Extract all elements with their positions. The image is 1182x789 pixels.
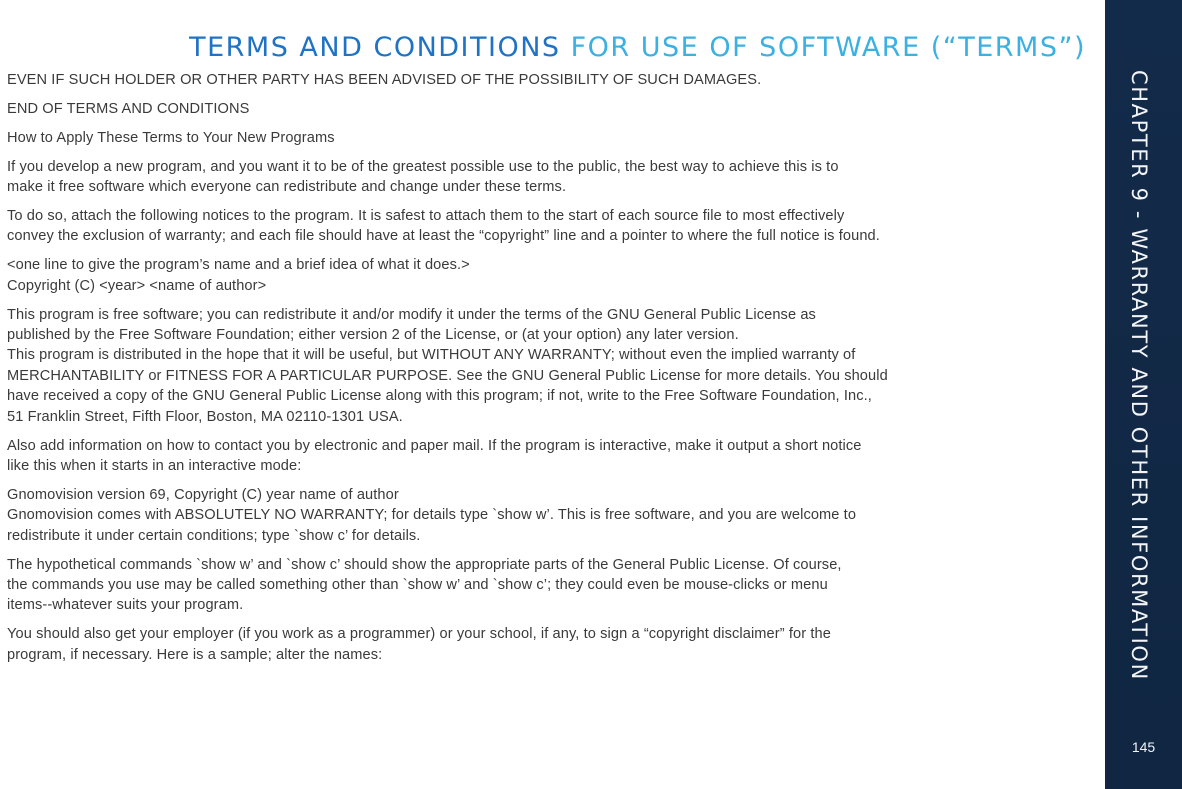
text-line: 51 Franklin Street, Fifth Floor, Boston, MA 02110-1301 USA. [7, 408, 403, 425]
page-title-secondary: FOR USE OF SOFTWARE (“TERMS”) [560, 32, 1086, 63]
text-line: Gnomovision version 69, Copyright (C) year name of author [7, 486, 399, 503]
text-line: <one line to give the program’s name and a brief idea of what it does.> [7, 257, 470, 274]
paragraph [7, 70, 1079, 90]
text-line: This program is free software; you can redistribute it and/or modify it under the terms of the GNU General Public License as [7, 306, 816, 323]
chapter-sidebar [1105, 0, 1182, 789]
paragraph [7, 255, 1079, 296]
paragraph [7, 305, 1079, 427]
paragraph [7, 206, 1079, 247]
text-line: convey the exclusion of warranty; and each file should have at least the “copyright” line and a pointer to where the full notice is found. [7, 228, 880, 245]
text-line: make it free software which everyone can redistribute and change under these terms. [7, 179, 567, 196]
text-line: The hypothetical commands `show w’ and `show c’ should show the appropriate parts of the General Public License. Of course, [7, 556, 842, 573]
document-body [7, 70, 1079, 674]
text-line: EVEN IF SUCH HOLDER OR OTHER PARTY HAS BEEN ADVISED OF THE POSSIBILITY OF SUCH DAMAGES. [7, 72, 762, 88]
paragraph [7, 555, 1079, 616]
text-line: items--whatever suits your program. [7, 597, 244, 614]
text-line: This program is distributed in the hope that it will be useful, but WITHOUT ANY WARRANTY; without even the implied warranty of [7, 347, 856, 364]
page-number: 145 [1131, 739, 1156, 755]
paragraph [7, 624, 1079, 665]
text-line: If you develop a new program, and you want it to be of the greatest possible use to the public, the best way to achieve this is to [7, 158, 839, 175]
paragraph [7, 436, 1079, 477]
text-line: Also add information on how to contact you by electronic and paper mail. If the program is interactive, make it output a short notice [7, 437, 862, 454]
text-line: END OF TERMS AND CONDITIONS [7, 100, 250, 117]
page-title [189, 30, 1086, 66]
text-line: You should also get your employer (if you work as a programmer) or your school, if any, to sign a “copyright disclaimer” for the [7, 626, 831, 643]
paragraph [7, 99, 1079, 119]
text-line: program, if necessary. Here is a sample; alter the names: [7, 646, 383, 663]
page-title-primary: TERMS AND CONDITIONS [189, 32, 561, 63]
text-line: Gnomovision comes with ABSOLUTELY NO WARRANTY; for details type `show w’. This is free software, and you are welcome to [7, 507, 857, 524]
text-line: MERCHANTABILITY or FITNESS FOR A PARTICULAR PURPOSE. See the GNU General Public License for more details. You should [7, 367, 888, 384]
paragraph [7, 157, 1079, 198]
text-line: redistribute it under certain conditions; type `show c’ for details. [7, 527, 421, 544]
paragraph [7, 485, 1079, 546]
text-line: have received a copy of the GNU General Public License along with this program; if not, write to the Free Software Foundation, Inc., [7, 388, 872, 405]
text-line: like this when it starts in an interactive mode: [7, 458, 302, 474]
text-line: Copyright (C) <year> <name of author> [7, 277, 267, 294]
text-line: To do so, attach the following notices to the program. It is safest to attach them to the start of each source file to most effectively [7, 208, 845, 225]
paragraph [7, 128, 1079, 148]
chapter-label: CHAPTER 9 - WARRANTY AND OTHER INFORMATION [1127, 70, 1151, 681]
text-line: published by the Free Software Foundation; either version 2 of the License, or (at your option) any later version. [7, 327, 739, 344]
text-line: the commands you use may be called something other than `show w’ and `show c’; they could even be mouse-clicks or menu [7, 577, 828, 594]
text-line: How to Apply These Terms to Your New Programs [7, 129, 335, 146]
